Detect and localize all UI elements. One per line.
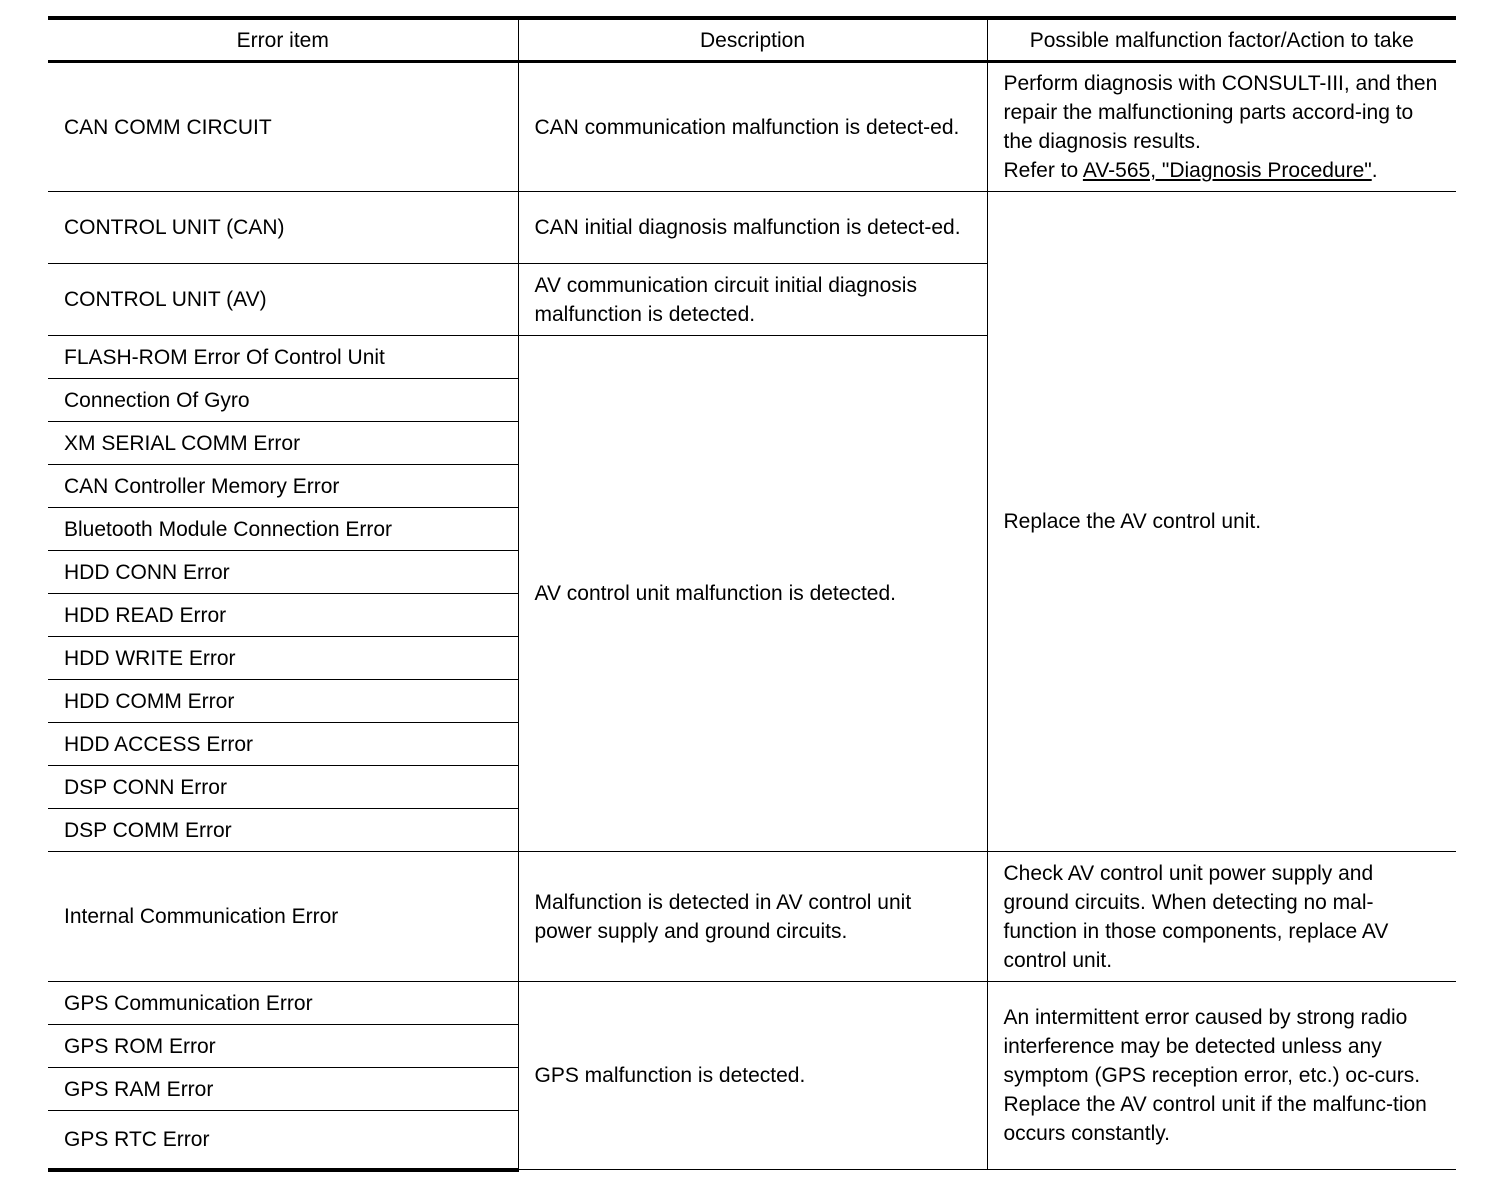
gps-action-text: Replace the AV control unit if the malfunc-tion occurs constantly. [1003, 1093, 1427, 1145]
table-row [48, 62, 1456, 192]
diagnosis-procedure-link[interactable]: AV-565, "Diagnosis Procedure" [1082, 159, 1372, 182]
description-cell: GPS malfunction is detected. [518, 982, 987, 1170]
error-item-cell: CONTROL UNIT (CAN) [48, 192, 518, 264]
description-cell: Malfunction is detected in AV control unit power supply and ground circuits. [518, 852, 987, 982]
error-item-cell: CAN COMM CIRCUIT [48, 62, 518, 192]
header-error-item: Error item [48, 18, 518, 62]
error-item-cell: HDD ACCESS Error [48, 723, 518, 766]
error-item-cell: HDD WRITE Error [48, 637, 518, 680]
error-item-cell: FLASH-ROM Error Of Control Unit [48, 336, 518, 379]
refer-prefix: Refer to [1003, 159, 1079, 182]
action-cell: Replace the AV control unit. [987, 192, 1456, 852]
error-item-cell: GPS RAM Error [48, 1068, 518, 1111]
header-description: Description [518, 18, 987, 62]
error-item-cell: CAN Controller Memory Error [48, 465, 518, 508]
error-item-cell: Connection Of Gyro [48, 379, 518, 422]
description-cell: AV communication circuit initial diagnosis malfunction is detected. [518, 264, 987, 336]
description-cell: AV control unit malfunction is detected. [518, 336, 987, 852]
action-cell [987, 62, 1456, 192]
error-item-cell: GPS ROM Error [48, 1025, 518, 1068]
refer-suffix: . [1371, 159, 1378, 182]
action-cell: Check AV control unit power supply and ground circuits. When detecting no mal-function in those components, replace AV control unit. [987, 852, 1456, 982]
error-item-cell: GPS Communication Error [48, 982, 518, 1025]
error-item-table [48, 16, 1456, 1172]
error-item-cell: CONTROL UNIT (AV) [48, 264, 518, 336]
description-cell: CAN initial diagnosis malfunction is detect-ed. [518, 192, 987, 264]
table-header-row [48, 18, 1456, 62]
action-text: Perform diagnosis with CONSULT-III, and then repair the malfunctioning parts accord-ing to the diagnosis results. [1003, 72, 1438, 153]
error-item-cell: Internal Communication Error [48, 852, 518, 982]
error-item-cell: GPS RTC Error [48, 1111, 518, 1170]
error-item-cell: DSP COMM Error [48, 809, 518, 852]
error-item-cell: HDD CONN Error [48, 551, 518, 594]
error-item-cell: HDD READ Error [48, 594, 518, 637]
table-row [48, 982, 1456, 1025]
table-row [48, 852, 1456, 982]
error-item-cell: HDD COMM Error [48, 680, 518, 723]
description-cell: CAN communication malfunction is detect-ed. [518, 62, 987, 192]
error-item-cell: XM SERIAL COMM Error [48, 422, 518, 465]
error-item-cell: Bluetooth Module Connection Error [48, 508, 518, 551]
header-action: Possible malfunction factor/Action to take [987, 18, 1456, 62]
error-item-cell: DSP CONN Error [48, 766, 518, 809]
table-row [48, 192, 1456, 264]
gps-action-text: An intermittent error caused by strong radio interference may be detected unless any symptom (GPS reception error, etc.) oc-curs. [1003, 1006, 1421, 1087]
action-cell [987, 982, 1456, 1170]
